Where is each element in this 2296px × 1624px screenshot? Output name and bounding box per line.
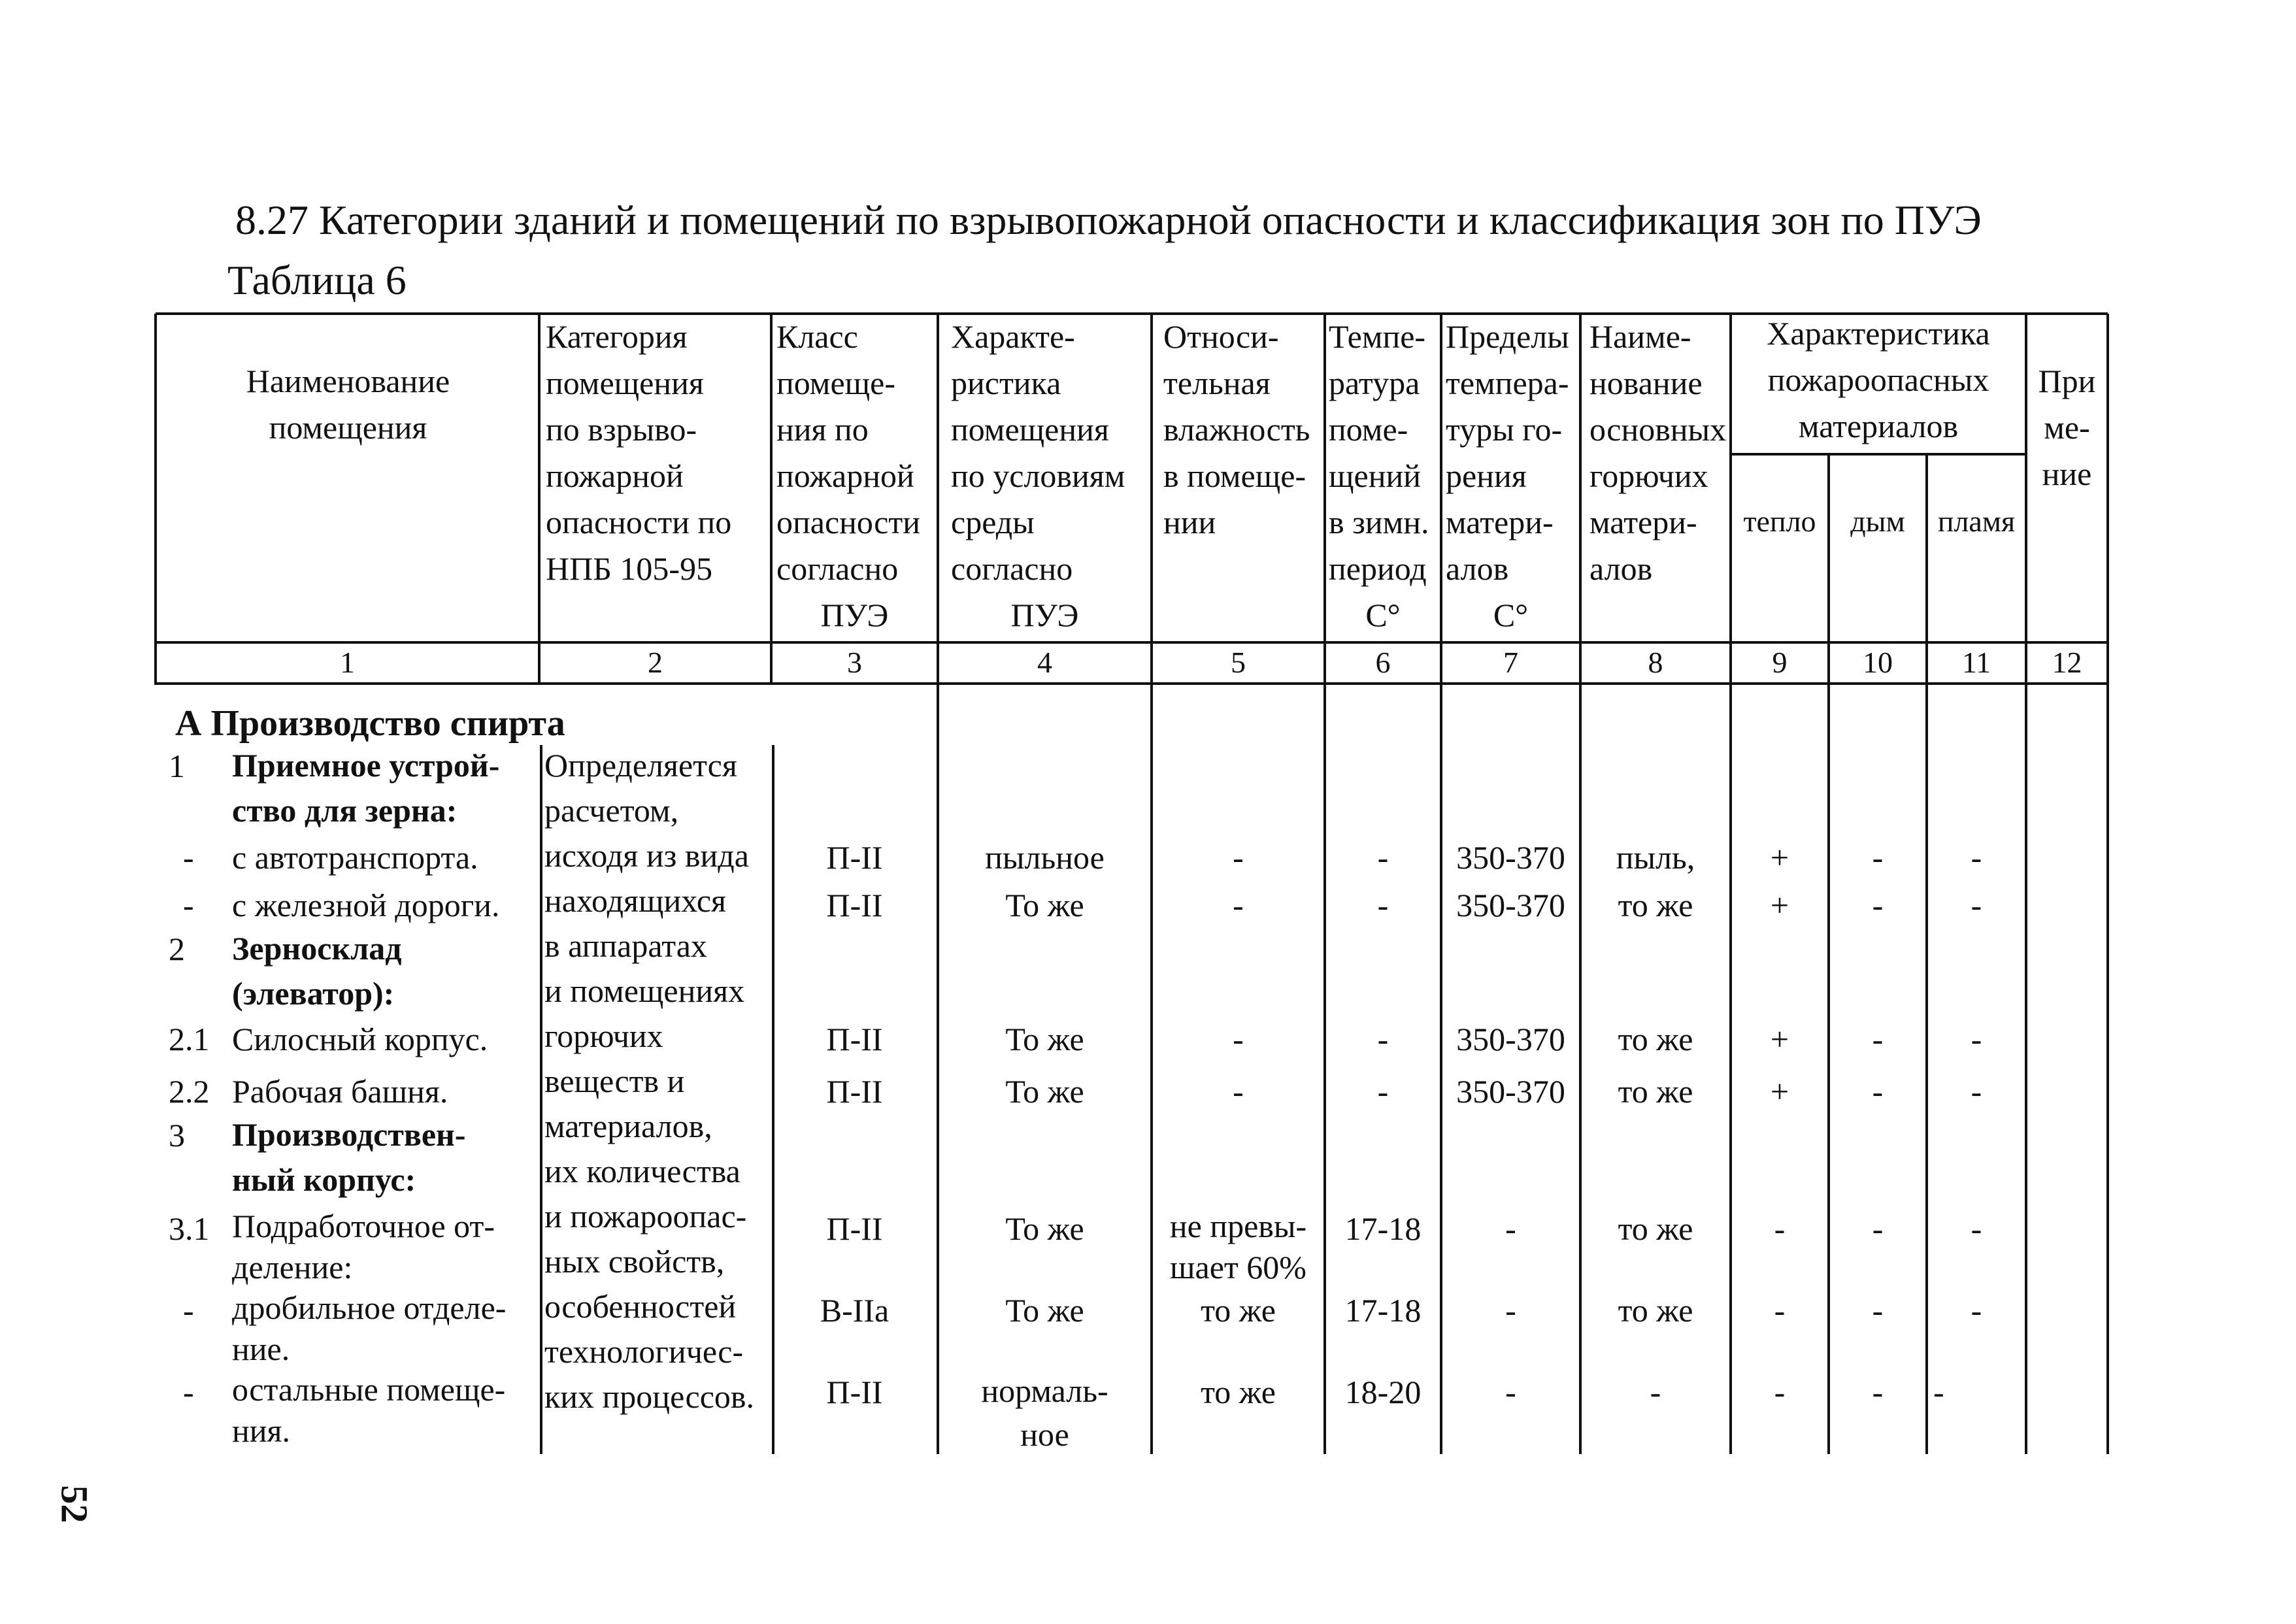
row-flame: - bbox=[1971, 1021, 1982, 1057]
row-materials: то же bbox=[1618, 1292, 1693, 1329]
row-name: Рабочая башня. bbox=[232, 1073, 448, 1110]
row-smoke: - bbox=[1872, 839, 1884, 876]
row-number: 2.1 bbox=[169, 1021, 210, 1057]
row-heat: + bbox=[1770, 839, 1789, 876]
row-number: - bbox=[183, 839, 194, 876]
column-number-8: 8 bbox=[1648, 646, 1663, 679]
row-temperature: - bbox=[1377, 839, 1389, 876]
row-burning-limits: 350-370 bbox=[1456, 1073, 1565, 1110]
header-temperature-unit: С° bbox=[1365, 597, 1401, 633]
row-burning-limits: 350-370 bbox=[1456, 887, 1565, 923]
row-name: Подработочное от- деление: bbox=[232, 1208, 495, 1285]
row-flame: - bbox=[1971, 1292, 1982, 1329]
row-flame: - bbox=[1971, 1073, 1982, 1110]
row-environment: То же bbox=[1005, 1210, 1084, 1247]
row-materials: пыль, bbox=[1616, 839, 1695, 876]
row-smoke: - bbox=[1872, 1073, 1884, 1110]
row-environment: То же bbox=[1005, 887, 1084, 923]
row-environment: То же bbox=[1005, 1292, 1084, 1329]
row-temperature: - bbox=[1377, 1073, 1389, 1110]
row-flame: - bbox=[1971, 1210, 1982, 1247]
row-heat: + bbox=[1770, 1021, 1789, 1057]
header-burning-limits: Пределы темпера- туры го- рения матери- алов bbox=[1446, 318, 1569, 587]
row-heat: + bbox=[1770, 887, 1789, 923]
row-flame: - bbox=[1971, 887, 1982, 923]
heading-1-number: 1 bbox=[169, 748, 185, 784]
row-smoke: - bbox=[1872, 1210, 1884, 1247]
heading-3-name: Производствен- ный корпус: bbox=[232, 1116, 466, 1198]
row-materials: то же bbox=[1618, 1021, 1693, 1057]
row-humidity: - bbox=[1233, 1073, 1244, 1110]
row-class: В-IIа bbox=[820, 1292, 890, 1329]
column-number-10: 10 bbox=[1863, 646, 1893, 679]
row-burning-limits: 350-370 bbox=[1456, 839, 1565, 876]
header-flame: пламя bbox=[1937, 505, 2016, 538]
row-humidity: то же bbox=[1201, 1292, 1276, 1329]
header-smoke: дым bbox=[1850, 505, 1905, 538]
table-label: Таблица 6 bbox=[227, 257, 407, 303]
column-number-1: 1 bbox=[340, 646, 355, 679]
header-humidity: Относи- тельная влажность в помеще- нии bbox=[1163, 318, 1310, 540]
row-burning-limits: - bbox=[1505, 1210, 1516, 1247]
row-number: - bbox=[183, 887, 194, 923]
column-number-12: 12 bbox=[2052, 646, 2082, 679]
row-environment: пыльное bbox=[985, 839, 1105, 876]
row-name: остальные помеще- ния. bbox=[232, 1371, 506, 1449]
row-class: П-II bbox=[826, 1374, 883, 1410]
row-smoke: - bbox=[1872, 1374, 1884, 1410]
row-humidity: - bbox=[1233, 839, 1244, 876]
row-materials: то же bbox=[1618, 1073, 1693, 1110]
row-environment: нормаль- ное bbox=[981, 1372, 1108, 1453]
column-number-2: 2 bbox=[648, 646, 663, 679]
row-number: 2.2 bbox=[169, 1073, 210, 1110]
row-humidity: - bbox=[1233, 1021, 1244, 1057]
row-number: 3.1 bbox=[169, 1210, 210, 1247]
column-number-7: 7 bbox=[1503, 646, 1518, 679]
heading-2-name: Зерносклад (элеватор): bbox=[232, 930, 402, 1012]
row-materials: то же bbox=[1618, 887, 1693, 923]
row-heat: + bbox=[1770, 1073, 1789, 1110]
page-number: 52 bbox=[53, 1485, 96, 1523]
row-temperature: - bbox=[1377, 887, 1389, 923]
row-name: с автотранспорта. bbox=[232, 839, 478, 876]
row-smoke: - bbox=[1872, 1021, 1884, 1057]
category-description: Определяется расчетом, исходя из вида находящихся в аппаратах и помещениях горючих веществ и материалов, их количества и пожароопас- ных свойств, особенностей технологичес- ких процессов. bbox=[544, 747, 754, 1415]
row-materials: то же bbox=[1618, 1210, 1693, 1247]
header-name: Наименование помещения bbox=[246, 363, 450, 446]
column-number-6: 6 bbox=[1375, 646, 1391, 679]
header-class: Класс помеще- ния по пожарной опасности согласно bbox=[776, 318, 920, 587]
heading-3-number: 3 bbox=[169, 1117, 185, 1153]
header-class-pue: ПУЭ bbox=[820, 597, 889, 633]
header-fire-characteristics: Характеристика пожароопасных материалов bbox=[1767, 315, 1990, 444]
row-number: - bbox=[183, 1292, 194, 1329]
row-class: П-II bbox=[826, 887, 883, 923]
row-flame: - bbox=[1933, 1374, 1944, 1410]
row-name: дробильное отделе- ние. bbox=[232, 1289, 507, 1367]
header-heat: тепло bbox=[1743, 505, 1816, 538]
document-title: 8.27 Категории зданий и помещений по взрывопожарной опасности и классификация зон по ПУЭ bbox=[235, 197, 1982, 243]
row-humidity: то же bbox=[1201, 1374, 1276, 1410]
row-heat: - bbox=[1774, 1374, 1786, 1410]
column-number-3: 3 bbox=[847, 646, 862, 679]
header-category: Категория помещения по взрыво- пожарной опасности по НПБ 105-95 bbox=[546, 318, 732, 587]
row-environment: То же bbox=[1005, 1073, 1084, 1110]
row-humidity: - bbox=[1233, 887, 1244, 923]
row-burning-limits: - bbox=[1505, 1374, 1516, 1410]
row-humidity: не превы- шает 60% bbox=[1169, 1208, 1307, 1285]
row-name: с железной дороги. bbox=[232, 887, 500, 923]
row-burning-limits: 350-370 bbox=[1456, 1021, 1565, 1057]
row-heat: - bbox=[1774, 1292, 1786, 1329]
row-environment: То же bbox=[1005, 1021, 1084, 1057]
column-number-11: 11 bbox=[1961, 646, 1991, 679]
header-temperature: Темпе- ратура поме- щений в зимн. период bbox=[1329, 318, 1429, 587]
header-note: При ме- ние bbox=[2038, 363, 2096, 492]
heading-2-number: 2 bbox=[169, 931, 185, 967]
header-materials: Наиме- нование основных горючих матери- алов bbox=[1589, 318, 1727, 587]
row-materials: - bbox=[1650, 1374, 1661, 1410]
row-class: П-II bbox=[826, 1073, 883, 1110]
row-temperature: - bbox=[1377, 1021, 1389, 1057]
row-class: П-II bbox=[826, 1210, 883, 1247]
row-name: Силосный корпус. bbox=[232, 1021, 488, 1057]
row-heat: - bbox=[1774, 1210, 1786, 1247]
row-flame: - bbox=[1971, 839, 1982, 876]
row-smoke: - bbox=[1872, 887, 1884, 923]
column-number-4: 4 bbox=[1037, 646, 1052, 679]
row-temperature: 17-18 bbox=[1344, 1292, 1422, 1329]
heading-1-name: Приемное устрой- ство для зерна: bbox=[232, 747, 500, 829]
header-environment: Характе- ристика помещения по условиям среды согласно bbox=[951, 318, 1125, 587]
section-title: А Производство спирта bbox=[175, 703, 565, 744]
row-class: П-II bbox=[826, 839, 883, 876]
header-burning-limits-unit: С° bbox=[1493, 597, 1529, 633]
row-temperature: 18-20 bbox=[1344, 1374, 1422, 1410]
column-number-9: 9 bbox=[1772, 646, 1788, 679]
row-burning-limits: - bbox=[1505, 1292, 1516, 1329]
column-number-5: 5 bbox=[1231, 646, 1246, 679]
row-number: - bbox=[183, 1374, 194, 1410]
header-environment-pue: ПУЭ bbox=[1010, 597, 1079, 633]
row-class: П-II bbox=[826, 1021, 883, 1057]
row-temperature: 17-18 bbox=[1344, 1210, 1422, 1247]
row-smoke: - bbox=[1872, 1292, 1884, 1329]
